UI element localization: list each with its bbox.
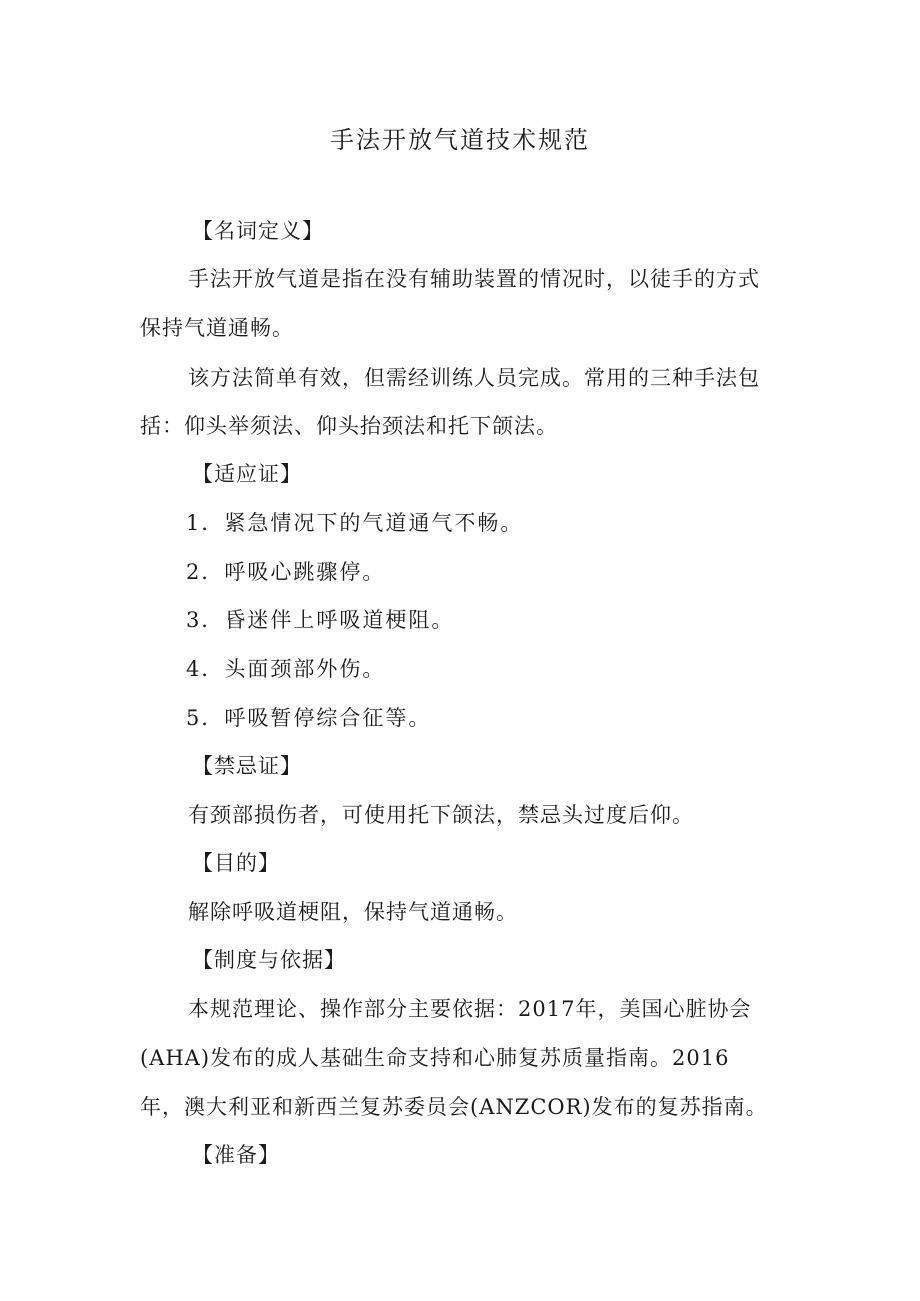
indication-item-5: 5．呼吸暂停综合征等。 bbox=[186, 706, 432, 730]
section-heading-basis: 【制度与依据】 bbox=[192, 948, 346, 972]
section-heading-preparation: 【准备】 bbox=[192, 1143, 280, 1167]
section-heading-purpose: 【目的】 bbox=[192, 851, 280, 875]
document-title: 手法开放气道技术规范 bbox=[330, 126, 590, 154]
definition-paragraph-1-line-1: 手法开放气道是指在没有辅助装置的情况时，以徒手的方式 bbox=[188, 267, 760, 291]
indication-item-3: 3．昏迷伴上呼吸道梗阻。 bbox=[186, 608, 455, 632]
section-heading-definition: 【名词定义】 bbox=[192, 219, 324, 243]
section-heading-contraindications: 【禁忌证】 bbox=[192, 754, 302, 778]
contraindications-text: 有颈部损伤者，可使用托下颌法，禁忌头过度后仰。 bbox=[188, 803, 694, 827]
definition-paragraph-2-line-1: 该方法简单有效，但需经训练人员完成。常用的三种手法包 bbox=[188, 366, 760, 390]
basis-line-1: 本规范理论、操作部分主要依据：2017年，美国心脏协会 bbox=[188, 997, 752, 1021]
indication-item-4: 4．头面颈部外伤。 bbox=[186, 657, 386, 681]
basis-line-2: (AHA)发布的成人基础生命支持和心肺复苏质量指南。2016 bbox=[140, 1046, 730, 1070]
purpose-text: 解除呼吸道梗阻，保持气道通畅。 bbox=[188, 900, 518, 924]
basis-line-3: 年，澳大利亚和新西兰复苏委员会(ANZCOR)发布的复苏指南。 bbox=[140, 1095, 768, 1119]
definition-paragraph-1-line-2: 保持气道通畅。 bbox=[140, 316, 294, 340]
section-heading-indications: 【适应证】 bbox=[192, 462, 302, 486]
indication-item-2: 2．呼吸心跳骤停。 bbox=[186, 560, 386, 584]
indication-item-1: 1．紧急情况下的气道通气不畅。 bbox=[186, 511, 524, 535]
definition-paragraph-2-line-2: 括：仰头举须法、仰头抬颈法和托下颌法。 bbox=[140, 414, 558, 438]
